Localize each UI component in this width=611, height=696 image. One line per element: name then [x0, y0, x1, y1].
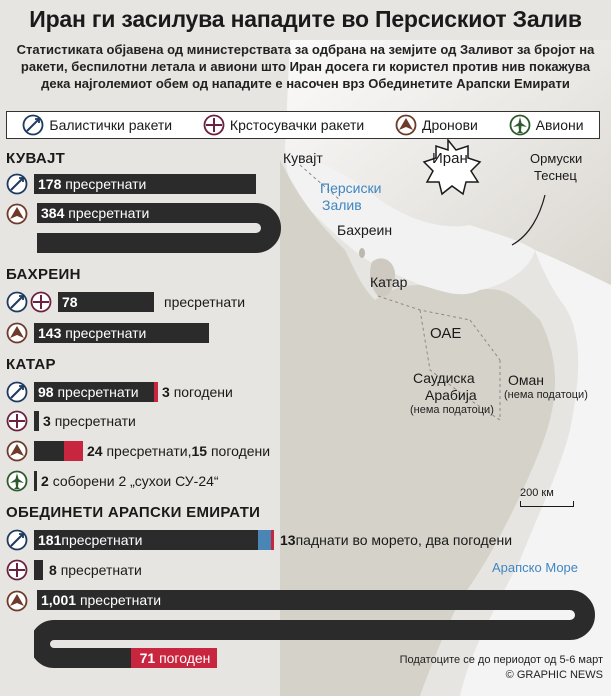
uae-drones-row — [6, 590, 28, 612]
map-label-qatar: Катар — [370, 274, 408, 290]
bahrain-drones-row — [6, 322, 209, 344]
bar-label: 178 пресретнати — [38, 176, 147, 192]
page-title: Иран ги засилува нападите во Персискиот Залив — [29, 6, 582, 32]
bahrain-missiles-row — [6, 291, 245, 313]
aircraft-icon — [6, 470, 28, 492]
ballistic-missile-icon — [6, 381, 28, 403]
section-title-qatar: КАТАР — [6, 356, 56, 373]
map-label-iran: Иран — [432, 150, 468, 167]
map-label-oman-note: (нема податоци) — [504, 389, 588, 401]
drone-icon — [6, 590, 28, 612]
map-label-gulf-1: Персиски — [320, 180, 382, 196]
drone-icon — [6, 203, 28, 225]
uae-ballistic-row — [6, 529, 512, 551]
uae-ballistic-hit-segment — [271, 530, 274, 550]
kuwait-ballistic-row — [6, 173, 256, 195]
uae-drones-hit-label — [133, 648, 217, 668]
bahrain-missiles-text: пресретнати — [164, 294, 246, 310]
legend-item-drones — [395, 114, 478, 136]
map-label-saudi-note: (нема податоци) — [410, 404, 494, 416]
bar-label: 71 погоден — [139, 650, 211, 666]
qatar-cruise-row — [6, 410, 136, 432]
map-label-gulf-2: Залив — [322, 197, 362, 213]
legend — [6, 111, 600, 139]
kuwait-drones-label-box — [37, 203, 150, 223]
uae-ballistic-sea-label: 13паднати во морето, два погодени — [280, 532, 513, 548]
uae-cruise-label: 8 пресретнати — [49, 562, 142, 578]
qatar-aircraft-label: 2 соборени 2 „сухои СУ-24“ — [41, 473, 219, 489]
cruise-missile-icon — [6, 559, 28, 581]
bar-label: 384 пресретнати — [41, 205, 150, 221]
kuwait-drones-row — [6, 203, 28, 225]
qatar-cruise-label: 3 пресретнати — [43, 413, 136, 429]
bahrain-drones-bar — [34, 323, 209, 343]
uae-cruise-row — [6, 559, 142, 581]
legend-label-aircraft: Авиони — [535, 117, 584, 133]
legend-item-ballistic — [22, 114, 172, 136]
uae-cruise-bar — [34, 560, 43, 580]
bar-label: 1,001 пресретнати — [41, 592, 162, 608]
section-title-kuwait: КУВАЈТ — [6, 150, 66, 167]
drone-icon — [6, 440, 28, 462]
legend-item-aircraft — [509, 114, 584, 136]
bahrain-missiles-bar — [58, 292, 154, 312]
bar-label: 143 пресретнати — [38, 325, 147, 341]
map-label-hormuz-2: Теснец — [534, 168, 577, 183]
qatar-drones-label: 24 пресретнати,15 погодени — [87, 443, 271, 459]
qatar-aircraft-bar — [34, 471, 37, 491]
page-subtitle: Статистиката објавена од министерствата за одбрана на земјите од Заливот за бројот на ракети, беспилотни летала и авиони што Иран досега ги користел против нив покажува дека најголемиот обем од нападите е насочен врз Обединетите Арапски Емирати — [16, 42, 595, 91]
uae-drones-label-box — [37, 590, 162, 610]
ballistic-missile-icon — [6, 173, 28, 195]
uae-ballistic-bar — [34, 530, 258, 550]
bahrain-island — [359, 248, 365, 258]
legend-label-cruise: Крстосувачки ракети — [229, 117, 365, 133]
ballistic-missile-icon — [6, 529, 28, 551]
footer — [400, 653, 603, 683]
map-label-hormuz-1: Ормуски — [530, 151, 583, 166]
legend-label-drones: Дронови — [422, 117, 478, 133]
kuwait-ballistic-bar — [34, 174, 256, 194]
qatar-drones-bar — [34, 441, 64, 461]
legend-item-cruise — [203, 114, 364, 136]
scale-label: 200 км — [520, 487, 554, 499]
scale-bar — [520, 501, 574, 507]
uae-ballistic-sea-segment — [258, 530, 271, 550]
section-title-bahrain: БАХРЕИН — [6, 266, 81, 283]
bar-label: 98 пресретнати — [38, 384, 139, 400]
bar-label: 181пресретнати — [38, 532, 143, 548]
bar-value: 78 — [62, 294, 78, 310]
legend-label-ballistic: Балистички ракети — [49, 117, 173, 133]
section-title-uae: ОБЕДИНЕТИ АРАПСКИ ЕМИРАТИ — [6, 504, 261, 521]
map-label-oman: Оман — [508, 372, 545, 388]
drone-icon — [395, 114, 417, 136]
cruise-missile-icon — [203, 114, 225, 136]
map-label-kuwait: Кувајт — [283, 150, 323, 166]
ballistic-missile-icon — [6, 291, 28, 313]
qatar-ballistic-hit-label: 3 погодени — [162, 384, 233, 400]
qatar-drones-hit-segment — [64, 441, 83, 461]
cruise-missile-icon — [30, 291, 52, 313]
map-label-bahrain: Бахреин — [337, 222, 393, 238]
footer-period: Податоците се до периодот од 5-6 март — [399, 654, 603, 666]
map-label-arabian-sea: Арапско Море — [492, 560, 579, 575]
qatar-ballistic-bar — [34, 382, 154, 402]
map-label-uae: ОАЕ — [430, 325, 462, 342]
ballistic-missile-icon — [22, 114, 44, 136]
drone-icon — [6, 322, 28, 344]
cruise-missile-icon — [6, 410, 28, 432]
footer-source: © GRAPHIC NEWS — [505, 669, 603, 681]
qatar-cruise-bar — [34, 411, 39, 431]
qatar-ballistic-hit-segment — [154, 382, 158, 402]
aircraft-icon — [509, 114, 531, 136]
qatar-ballistic-row — [6, 381, 233, 403]
map-label-saudi-1: Саудиска — [413, 370, 475, 386]
qatar-aircraft-row — [6, 470, 219, 492]
map-label-saudi-2: Арабија — [425, 387, 477, 403]
qatar-drones-row — [6, 440, 270, 462]
